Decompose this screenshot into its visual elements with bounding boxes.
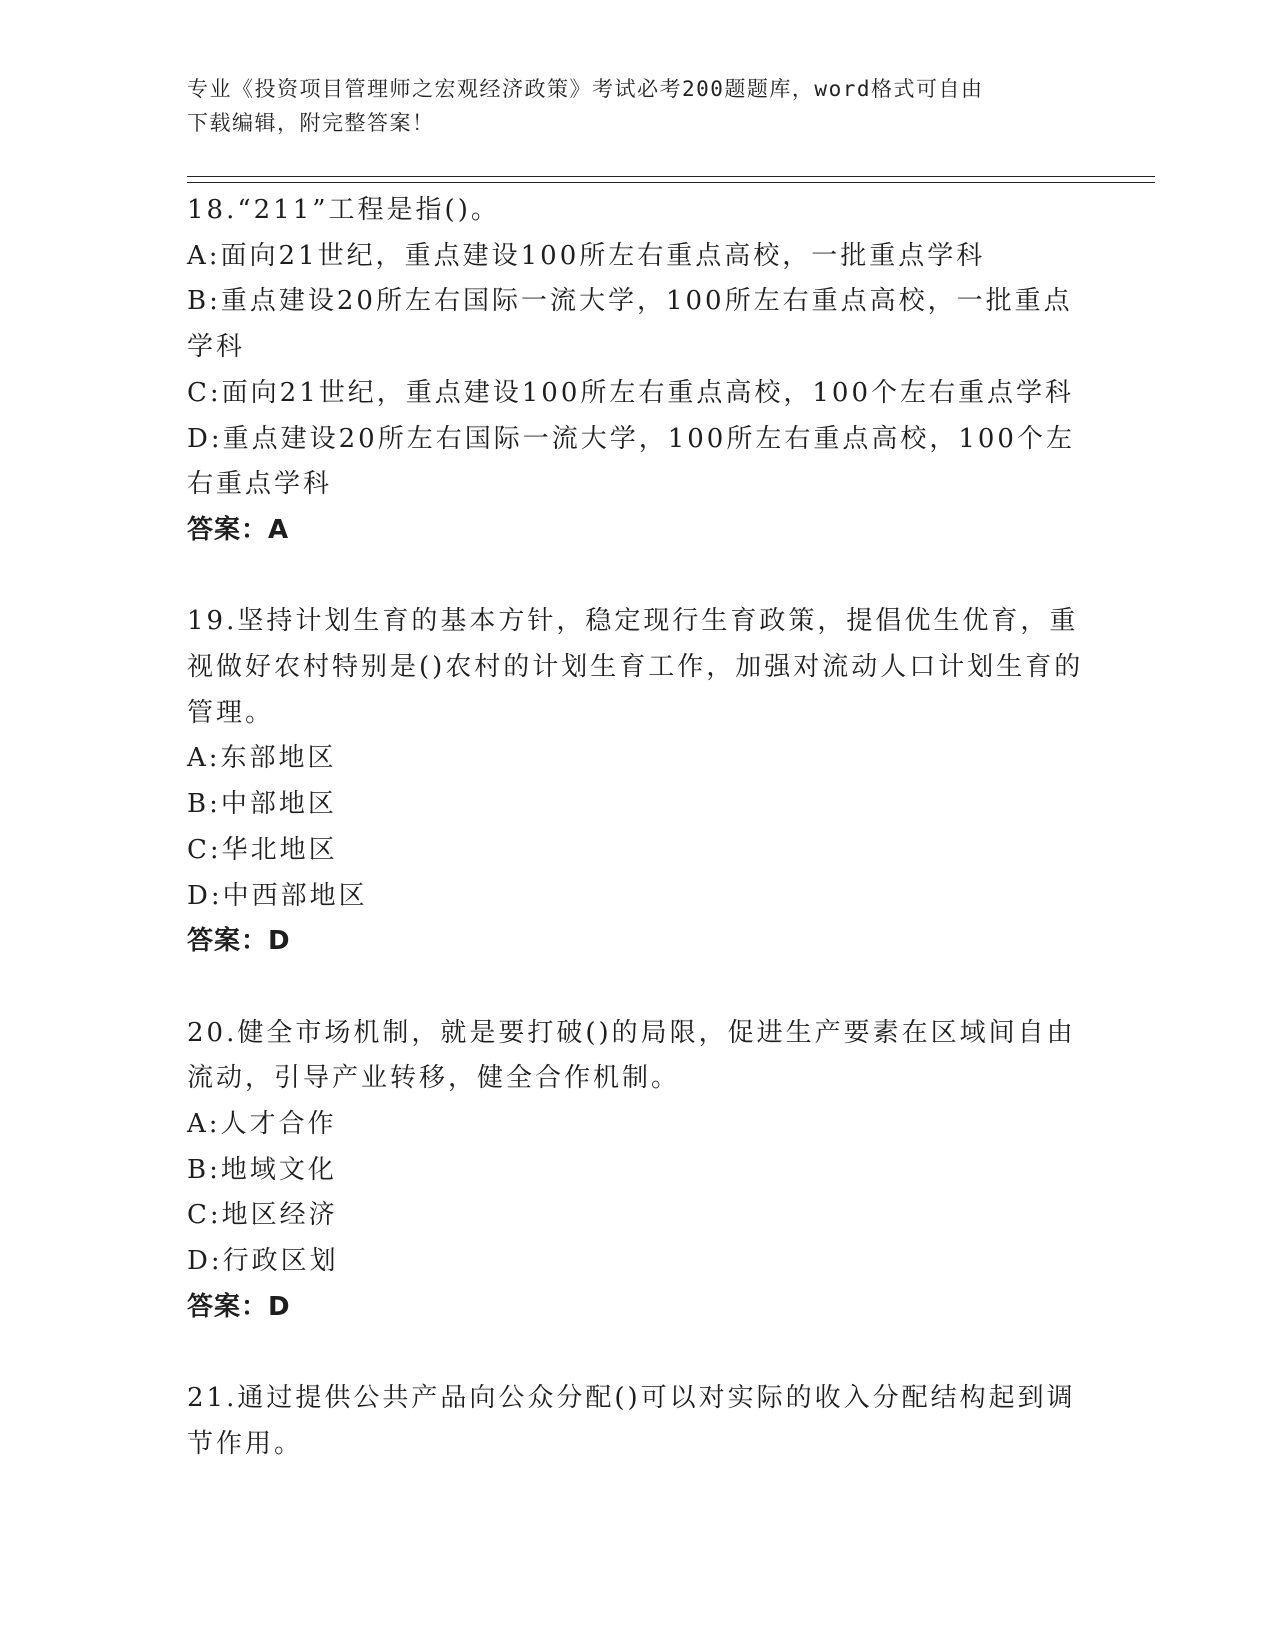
answer-line: 答案：D — [187, 926, 291, 957]
question-stem: 18.“211”工程是指()。 — [187, 195, 500, 225]
option-a: A:人才合作 — [187, 1109, 337, 1140]
option-b: B:中部地区 — [187, 789, 337, 820]
option-b: B:地域文化 — [187, 1154, 337, 1185]
header-line-2: 下载编辑，附完整答案！ — [187, 111, 435, 135]
question-spacer — [187, 965, 1087, 1011]
header-line-1: 专业《投资项目管理师之宏观经济政策》考试必考200题题库，word格式可自由 — [187, 77, 984, 101]
header-divider-bottom — [187, 182, 1155, 183]
question-stem: 20.健全市场机制，就是要打破()的局限，促进生产要素在区域间自由流动，引导产业转移，健全合作机制。 — [187, 1017, 1076, 1094]
option-a: A:面向21世纪，重点建设100所左右重点高校，一批重点学科 — [187, 240, 986, 271]
question-spacer — [187, 554, 1087, 600]
question-20 — [187, 1011, 1087, 1331]
option-c: C:地区经济 — [187, 1200, 338, 1231]
option-c: C:面向21世纪，重点建设100所左右重点高校，100个左右重点学科 — [187, 377, 1074, 408]
question-stem: 19.坚持计划生育的基本方针，稳定现行生育政策，提倡优生优育，重视做好农村特别是()农村的计划生育工作，加强对流动人口计划生育的管理。 — [187, 606, 1084, 728]
header-divider-top — [187, 176, 1155, 177]
option-d: D:中西部地区 — [187, 880, 368, 911]
question-19 — [187, 599, 1087, 965]
document-header — [187, 72, 1067, 140]
option-d: D:行政区划 — [187, 1246, 339, 1277]
question-spacer — [187, 1331, 1087, 1377]
option-d: D:重点建设20所左右国际一流大学，100所左右重点高校，100个左右重点学科 — [187, 423, 1075, 500]
question-stem: 21.通过提供公共产品向公众分配()可以对实际的收入分配结构起到调节作用。 — [187, 1383, 1076, 1459]
question-list — [187, 188, 1087, 1468]
question-21 — [187, 1376, 1087, 1467]
option-b: B:重点建设20所左右国际一流大学，100所左右重点高校，一批重点学科 — [187, 286, 1073, 363]
question-18 — [187, 188, 1087, 554]
option-a: A:东部地区 — [187, 743, 337, 774]
answer-line: 答案：A — [187, 514, 290, 545]
option-c: C:华北地区 — [187, 834, 338, 865]
answer-line: 答案：D — [187, 1291, 291, 1322]
